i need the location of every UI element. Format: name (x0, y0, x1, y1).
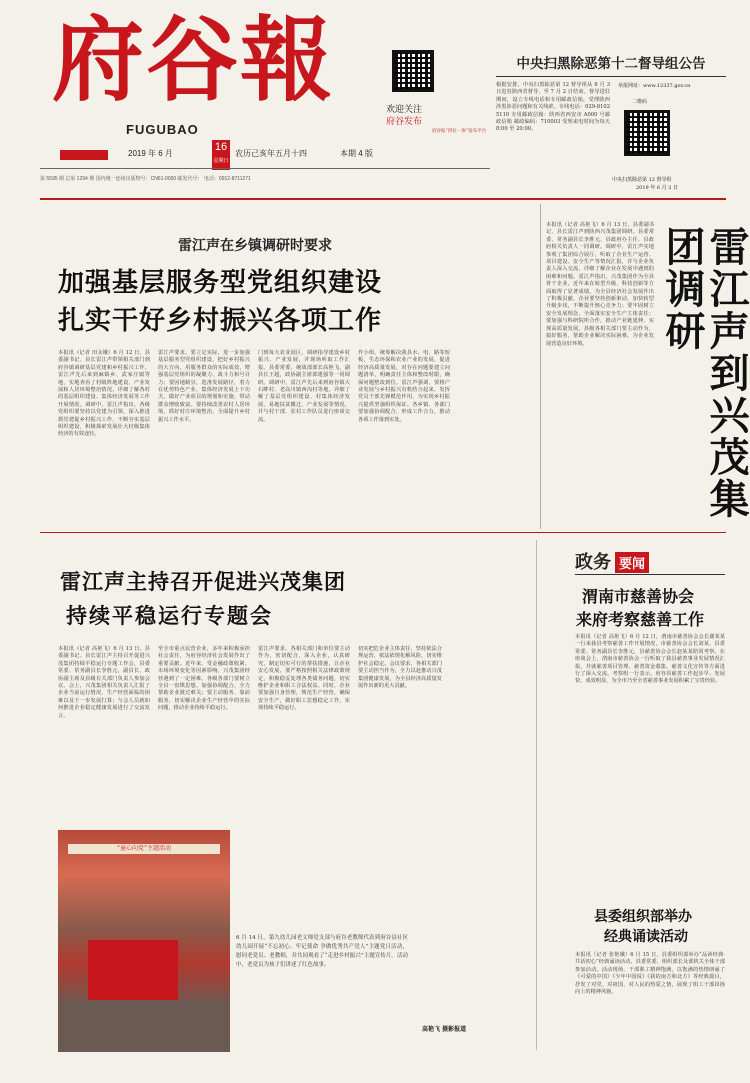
photo-banner: “童心向党”主题活动 (68, 844, 220, 854)
photo-flag (88, 940, 178, 1000)
notice-sign: 中央扫黑除恶第 12 督导组 (612, 177, 672, 183)
photo-ground (58, 1000, 230, 1052)
masthead-pages: 本期 4 版 (340, 149, 373, 158)
story1-body: 本报讯（记者 高艳飞）6 月 12 日，渭南市慈善协会会长谢某某一行来我县考察慈善工作开展情况，市慈善协会会长刘某，县委常委、常务副县长李胜元，县慈善协会会长赵某某陪同考察。在座谈会上，渭南市慈善协会一行听取了我县慈善事业发展情况汇报，并就慈善项目管理、慈善资金募集、慈善文化宣传等方面进行了深入交流。考察组一行表示，府谷县慈善工作起步早、发展快、成效明显，为全市乃至全省慈善事业发展积累了宝贵经验。 (575, 634, 725, 685)
promo-caption-2: 府谷发布 (386, 117, 423, 127)
lead-kicker: 雷江声在乡镇调研时要求 (178, 238, 332, 254)
photo-credit: 高艳飞 摄影报道 (422, 1026, 467, 1033)
notice-url: 举报网址：www.12337.gov.cn (618, 83, 691, 89)
group-photo (58, 830, 230, 1052)
masthead-date: 2019 年 6 月 (128, 149, 173, 158)
promo-slogan: 府谷报“四位一体”发布平台 (432, 129, 487, 134)
section-politics-tag: 要闻 (615, 552, 649, 573)
issue-day-box (212, 140, 230, 170)
fugu-qr-code (392, 50, 434, 92)
notice-qr-code (624, 110, 670, 156)
second-body-col2: 至全市重点民营企业，多年来积极承担社会责任，为府谷经济社会发展作出了重要贡献。近年来，受金融政策收紧、市场环境变化等因素影响，兴茂集团经营遇到了一定困难。各级各部门要树立全县一盘棋思想，加强协调配合，全力帮助企业渡过难关；要主动服务、靠前服务，切实解决企业生产经营中的实际问题，推动企业持续平稳运行。 (158, 646, 250, 712)
masthead-lunar: 农历己亥年五月十四 (235, 149, 307, 158)
lead-body-col2: 雷江声要求，要立足实际，进一步加强基层服务型党组织建设，把好乡村振兴的大方向，用服务群众的实际成效，增强基层党组织的凝聚力、战斗力和号召力；要因地制宜，选准发展路径，着力在优势特色产业、集体经济发展上下功夫，做好产业项目的规划和实施，带动群众增收致富。要持续改善农村人居环境，抓好村庄环境整治，全面提升乡村振兴工作水平。 (158, 350, 250, 423)
story1-title-1: 渭南市慈善协会 (582, 587, 695, 606)
story2-title-1: 县委组织部举办 (594, 909, 692, 925)
second-body-col4: 切实把危企业主体责任，坚持依法合规运营，依法依规化解风险，切实维护社会稳定。会议要求，各相关部门要主动担当作为，全力以赴推动兴茂集团健康发展，为全县经济高质量发展作出新的更大贡献。 (358, 646, 442, 690)
lead-body-col1: 本报讯（记者 田永娥）6 月 12 日，县委副书记、县长雷江声带领相关部门到府谷镇调研基层党建和乡村振兴工作。雷江声先后来到麻镇乡、武家庄镇等地，实地查看了村级阵地建设、产业发展和人居环境整治情况，详细了解各村的基层组织建设、集体经济发展等工作开展情况。调研中，雷江声指出，各级党组织要坚持以党建为引领，深入推进抓党建促乡村振兴工作，不断夯实基层组织建设，积极探索发展壮大村级集体经济的有效途径。 (58, 350, 150, 438)
second-body-col1: 本报讯（记者 高艳飞）6 月 13 日，县委副书记、县长雷江声主持召开促进兴茂集团持续平稳运行专题工作会，县委常委、常务副县长李胜元，副县长、政协副主席及县级有关部门负责人参加会议。会上，兴茂集团相关负责人汇报了企业当前运行情况、生产经营面临的困难以及下一步发展打算；与会人员就如何推进企业稳定健康发展进行了交流发言。 (58, 646, 150, 719)
story1-title-2: 来府考察慈善工作 (576, 610, 705, 629)
masthead-badge (60, 150, 108, 160)
masthead-meta: 第 5595 期 总第 1294 期 国内统一连续出版物号：CN61-0050 邮发代号： 电话：0912-8711271 (40, 176, 251, 182)
feature-vertical-title: 雷江声到兴茂集团调研 (659, 226, 750, 520)
lead-headline-2: 扎实干好乡村振兴各项工作 (58, 306, 383, 336)
lead-headline-1: 加强基层服务型党组织建设 (58, 268, 383, 298)
story2-body: 本报讯（记者 张艳娥）6 月 15 日，县委组织部举办“品读经典·共话初心”经典诵读活动。县委常委、组织部长及部机关全体干部参加活动。活动现场，干部职工精神饱满，以饱满的热情朗诵了《可爱的中国》《少年中国说》《我的南方和北方》等经典篇目，抒发了对党、对祖国、对人民的热爱之情，展现了组工干部昂扬向上的精神风貌。 (575, 952, 725, 996)
feature-body: 本报讯（记者 高艳飞）6 月 13 日，县委副书记、县长雷江声到陕西兴茂集团调研。县委常委、常务副县长李胜元、县政府办主任、县政府相关负责人一同调研。调研中，雷江声实地参观了集团综合展厅，听取了企业生产运营、项目建设、安全生产等情况汇报，并与企业负责人深入交流，详细了解企业在发展中遇到的困难和问题。雷江声指出，兴茂集团作为全县骨干企业，近年来在转型升级、科技创新等方面取得了显著成绩，为全县经济社会发展作出了积极贡献。企业要坚持创新驱动，加快转型升级步伐，不断提升核心竞争力；要牢固树立安全发展理念，全面落实安全生产主体责任；要加强与科研院所合作，推动产业链延伸，实现高质量发展。县级各相关部门要主动作为，搞好服务，帮助企业解决实际困难，为企业发展营造良好环境。 (546, 222, 654, 347)
notice-qr-label: 二维码 (632, 99, 648, 105)
story2-title-2: 经典诵读活动 (604, 929, 688, 945)
second-body-col3: 雷江声要求，各相关部门和单位要主动作为，密切配合，深入企业，认真研究，制定切实可行的帮扶措施，让企业安心发展。要严格按照相关法律政策规定，积极稳妥处理各类债务问题，切实维护企业和职工合法权益。同时，企业要加强自身管理，规范生产经营，确保安全生产，做好职工思想稳定工作，实现持续平稳运行。 (258, 646, 350, 712)
section-politics: 政务 (575, 552, 611, 573)
notice-body: 根据安排，中央扫黑除恶第 12 督导组从 6 月 3 日进驻陕西省督导，至 7 月 2 日结束。督导进驻期间，设立专线电话和专用邮政信箱，受理陕西涉黑涉恶问题和有关线索。专线电话：029-81025110 专用邮政信箱：陕西省西安市 A000 号邮政信箱 邮政编码：710003 受理来电时间为每天 8:00 至 20:00。 (496, 82, 610, 133)
lead-body-col3: 门到每大农业园区，调研指导建设乡村振兴、产业发展，并现场听取工作汇报。县委常委、统战部部长高艳飞，副县长王超，政协副主席郭建强等一同调研。调研中，雷江声先后来到府谷镇大石畔村、老高川镇西沟村等地，详细了解了基层党组织建设、村集体经济发展、易地扶贫搬迁、产业发展等情况，并与村干部、驻村工作队员进行座谈交流。 (258, 350, 350, 423)
masthead-pinyin: FUGUBAO (126, 122, 199, 137)
notice-title: 中央扫黑除恶第十二督导组公告 (516, 56, 706, 72)
second-headline-2: 持续平稳运行专题会 (66, 603, 273, 628)
promo-caption-1: 欢迎关注 (386, 105, 423, 115)
issue-day: 16 (214, 141, 228, 153)
notice-sign-date: 2019 年 6 月 2 日 (636, 185, 679, 191)
photo-caption: 6 月 14 日，第九幼儿园老文师党支部与府谷老教师代表到府谷县社区幼儿园开展“不忘初心、牢记使命 争做优秀共产党人”主题党日活动，慰问老党员、老教师，并共同观看了“走进乡村振兴”主题宣传片。活动中，老党员为孩子们讲述了红色故事。 (236, 935, 408, 968)
second-headline-1: 雷江声主持召开促进兴茂集团 (60, 569, 346, 594)
masthead-logo: 府谷報 (52, 6, 335, 114)
issue-weekday: 星期日 (213, 158, 229, 164)
lead-body-col4: 作小组，统筹解决我县水、电、路等短板，生态环保和农业产业的发展，促进经济高质量发展，对存在问题要建立问题清单，明确责任主体和整改时限，确保问题整改到位。雷江声强调，要将产业发展与乡村振兴有机结合起来，发挥党员干部先锋模范作用，为实现乡村振兴提供坚强组织保证。各乡镇、各部门要加强协调配合，形成工作合力，推动各项工作落到实处。 (358, 350, 450, 423)
